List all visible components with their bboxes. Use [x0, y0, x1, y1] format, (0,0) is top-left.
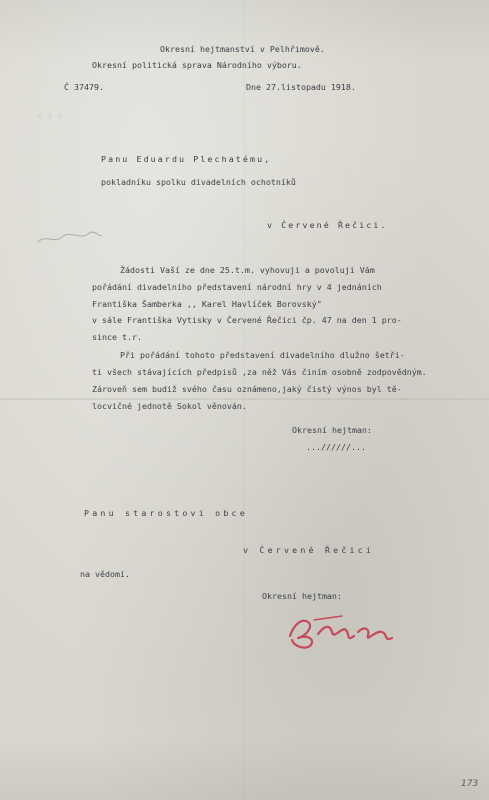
addressee-name: Panu Eduardu Plechatému, [101, 154, 272, 164]
body-p2-line2: ti všech stávajících předpisů ,za něž Vás činím osobně zodpovědným. [92, 367, 427, 377]
signature-title-2: Okresní hejtman: [262, 591, 342, 601]
addressee-place: v Červené Řečici. [267, 220, 388, 230]
body-p2-line4: locvičné jednotě Sokol věnován. [92, 401, 247, 411]
paper-fold-vertical [244, 0, 245, 800]
body-p2-line1: Při pořádání tohoto představení divadelního dlužno šetři- [120, 350, 405, 360]
copy-note: na vědomí. [80, 569, 130, 579]
stray-ink-mark [36, 228, 104, 248]
document-date: Dne 27.listopadu 1918. [246, 82, 356, 92]
office-line-2: Okresní politická sprava Národního výboru. [92, 60, 302, 70]
body-p2-line3: Zároveň sem budiž svého času oznámeno,jaký čistý výnos byl tě- [92, 384, 402, 394]
body-p1-line5: since t.r. [92, 332, 142, 342]
signature-title-1: Okresní hejtman: [292, 425, 372, 435]
addressee-title: pokladníku spolku divadelních ochotníků [101, 177, 296, 187]
handwritten-signature [284, 606, 396, 652]
body-p1-line2: pořádání divadelního představení národní hry v 4 jednáních [92, 282, 382, 292]
reference-number: Č 37479. [64, 82, 104, 92]
body-p1-line1: Žádosti Vaší ze dne 25.t.m. vyhovuji a povoluji Vám [120, 265, 375, 275]
copy-recipient: Panu starostovi obce [84, 508, 248, 518]
office-line-1: Okresní hejtmanství v Pelhřimově. [160, 44, 325, 54]
signature-dots: ...//////... [306, 442, 366, 452]
body-p1-line4: v sále Františka Vytisky v Červené Řečici čp. 47 na den 1 pro- [92, 315, 402, 325]
faded-stamp-impression: ⊂ ⊃ ⊂ [38, 111, 63, 120]
copy-place: v Červené Řečici [243, 545, 375, 555]
body-p1-line3: Františka Šamberka ,, Karel Havlíček Borovský" [92, 299, 322, 309]
archive-page-number: 173 [461, 779, 479, 789]
